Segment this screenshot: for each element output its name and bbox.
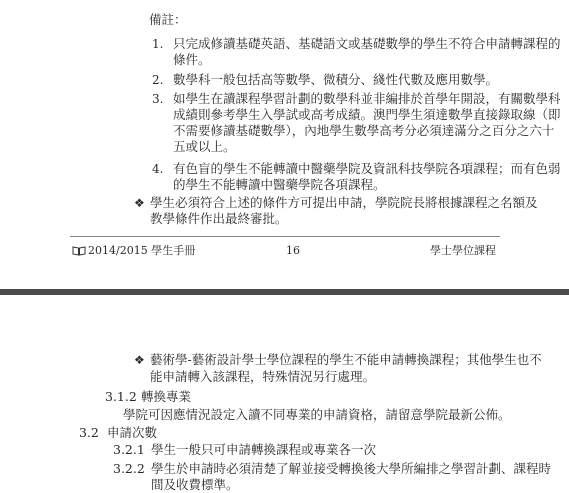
art-design-note-line: 藝術學-藝術設計學士學位課程的學生不能申請轉換課程；其他學生也不 bbox=[150, 352, 542, 367]
remark-line: 不需要修讀基礎數學），內地學生數學高考分必須達滿分之百分之六十 bbox=[173, 123, 555, 138]
remark-line: 的學生不能轉讀中醫藥學院各項課程。 bbox=[173, 177, 386, 192]
section-number: 3.2.1 bbox=[113, 442, 145, 457]
section-heading: 轉換專業 bbox=[141, 389, 192, 404]
art-design-note-line: 能申請轉入該課程，特殊情況另行處理。 bbox=[150, 369, 376, 384]
remark-line: 五或以上。 bbox=[173, 139, 236, 154]
diamond-bullet-icon: ❖ bbox=[134, 196, 145, 210]
section-number: 3.1.2 bbox=[105, 389, 137, 404]
remark-number: 1. bbox=[152, 37, 164, 51]
remark-number: 4. bbox=[152, 162, 164, 176]
section-number: 3.2.2 bbox=[113, 461, 145, 476]
section-body: 學院可因應情況設定入讀不同專業的申請資格，請留意學院最新公佈。 bbox=[123, 407, 511, 422]
remark-line: 有色盲的學生不能轉讀中醫藥學院及資訊科技學院各項課程；而有色弱 bbox=[173, 161, 561, 176]
footer-section-title: 學士學位課程 bbox=[430, 244, 496, 257]
remark-number: 3. bbox=[152, 92, 164, 106]
section-body-line: 學生於申請時必須清楚了解並接受轉換後大學所編排之學習計劃、課程時 bbox=[151, 461, 552, 476]
remark-line: 條件。 bbox=[173, 52, 211, 67]
remarks-label: 備註： bbox=[149, 12, 187, 27]
section-number: 3.2 bbox=[79, 425, 99, 440]
section-heading: 申請次數 bbox=[107, 425, 158, 440]
diamond-bullet-icon: ❖ bbox=[134, 353, 145, 367]
approval-note-line: 教學條件作出最終審批。 bbox=[150, 211, 288, 226]
book-icon bbox=[72, 246, 86, 256]
remark-line: 只完成修讀基礎英語、基礎語文或基礎數學的學生不符合申請轉課程的 bbox=[173, 36, 561, 51]
footer-handbook-title: 2014/2015 學生手冊 bbox=[88, 244, 196, 257]
remark-line: 如學生在讀課程學習計劃的數學科並非編排於首學年開設，有關數學科 bbox=[173, 91, 561, 106]
handbook-page-17 bbox=[0, 296, 569, 492]
remark-number: 2. bbox=[152, 73, 164, 87]
page-separator bbox=[0, 289, 569, 295]
approval-note-line: 學生必須符合上述的條件方可提出申請，學院院長將根據課程之名額及 bbox=[150, 195, 538, 210]
remark-line: 成績則參考學生入學試或高考成績。澳門學生須達數學直接錄取線（即 bbox=[173, 107, 561, 122]
section-body-line: 間及收費標準。 bbox=[151, 477, 239, 492]
page-number: 16 bbox=[286, 244, 300, 257]
footer-rule bbox=[70, 236, 500, 237]
section-body: 學生一般只可申請轉換課程或專業各一次 bbox=[151, 442, 377, 457]
remark-line: 數學科一般包括高等數學、微積分、綫性代數及應用數學。 bbox=[173, 72, 499, 87]
